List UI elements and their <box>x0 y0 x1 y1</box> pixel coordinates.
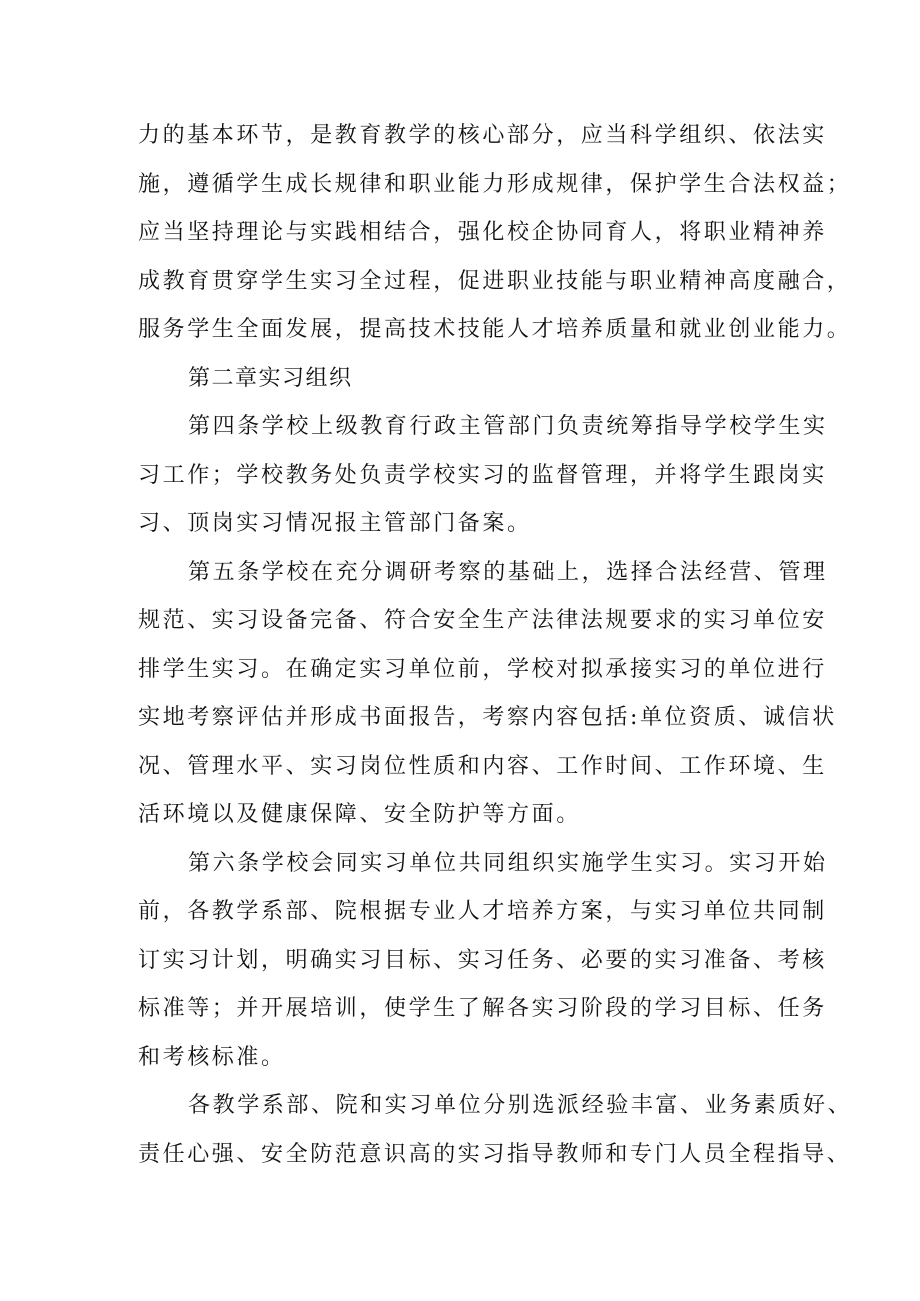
document-body <box>138 112 853 1179</box>
text-line: 和考核标准。 <box>138 1044 286 1070</box>
paragraph-start-line: 第四条学校上级教育行政主管部门负责统筹指导学校学生实 <box>188 414 828 439</box>
chapter-heading: 第二章实习组织 <box>188 365 353 391</box>
text-line: 标准等；并开展培训，使学生了解各实习阶段的学习目标、任务 <box>138 996 827 1021</box>
text-line: 责任心强、安全防范意识高的实习指导教师和专门人员全程指导、 <box>138 1141 852 1167</box>
text-line: 应当坚持理论与实践相结合，强化校企协同育人，将职业精神养 <box>138 220 827 245</box>
text-line: 订实习计划，明确实习目标、实习任务、必要的实习准备、考核 <box>138 947 827 973</box>
text-line: 规范、实习设备完备、符合安全生产法律法规要求的实习单位安 <box>138 608 827 633</box>
text-line: 实地考察评估并形成书面报告，考察内容包括:单位资质、诚信状 <box>138 705 837 730</box>
text-line: 习、顶岗实习情况报主管部门备案。 <box>138 511 532 536</box>
paragraph-start-line: 第五条学校在充分调研考察的基础上，选择合法经营、管理 <box>188 559 828 585</box>
paragraph-start-line: 各教学系部、院和实习单位分别选派经验丰富、业务素质好、 <box>188 1093 853 1118</box>
text-line: 排学生实习。在确定实习单位前，学校对拟承接实习的单位进行 <box>138 656 827 682</box>
text-line: 况、管理水平、实习岗位性质和内容、工作时间、工作环境、生 <box>138 753 827 779</box>
text-line: 活环境以及健康保障、安全防护等方面。 <box>138 802 581 827</box>
text-line: 成教育贯穿学生实习全过程，促进职业技能与职业精神高度融合， <box>138 268 852 294</box>
text-line: 前，各教学系部、院根据专业人才培养方案，与实习单位共同制 <box>138 899 827 924</box>
text-line: 施，遵循学生成长规律和职业能力形成规律，保护学生合法权益； <box>138 171 852 197</box>
paragraph-start-line: 第六条学校会同实习单位共同组织实施学生实习。实习开始 <box>188 850 828 876</box>
text-line: 力的基本环节，是教育教学的核心部分，应当科学组织、依法实 <box>138 123 827 148</box>
text-line: 习工作；学校教务处负责学校实习的监督管理，并将学生跟岗实 <box>138 462 827 488</box>
text-line: 服务学生全面发展，提高技术技能人才培养质量和就业创业能力。 <box>138 317 852 342</box>
